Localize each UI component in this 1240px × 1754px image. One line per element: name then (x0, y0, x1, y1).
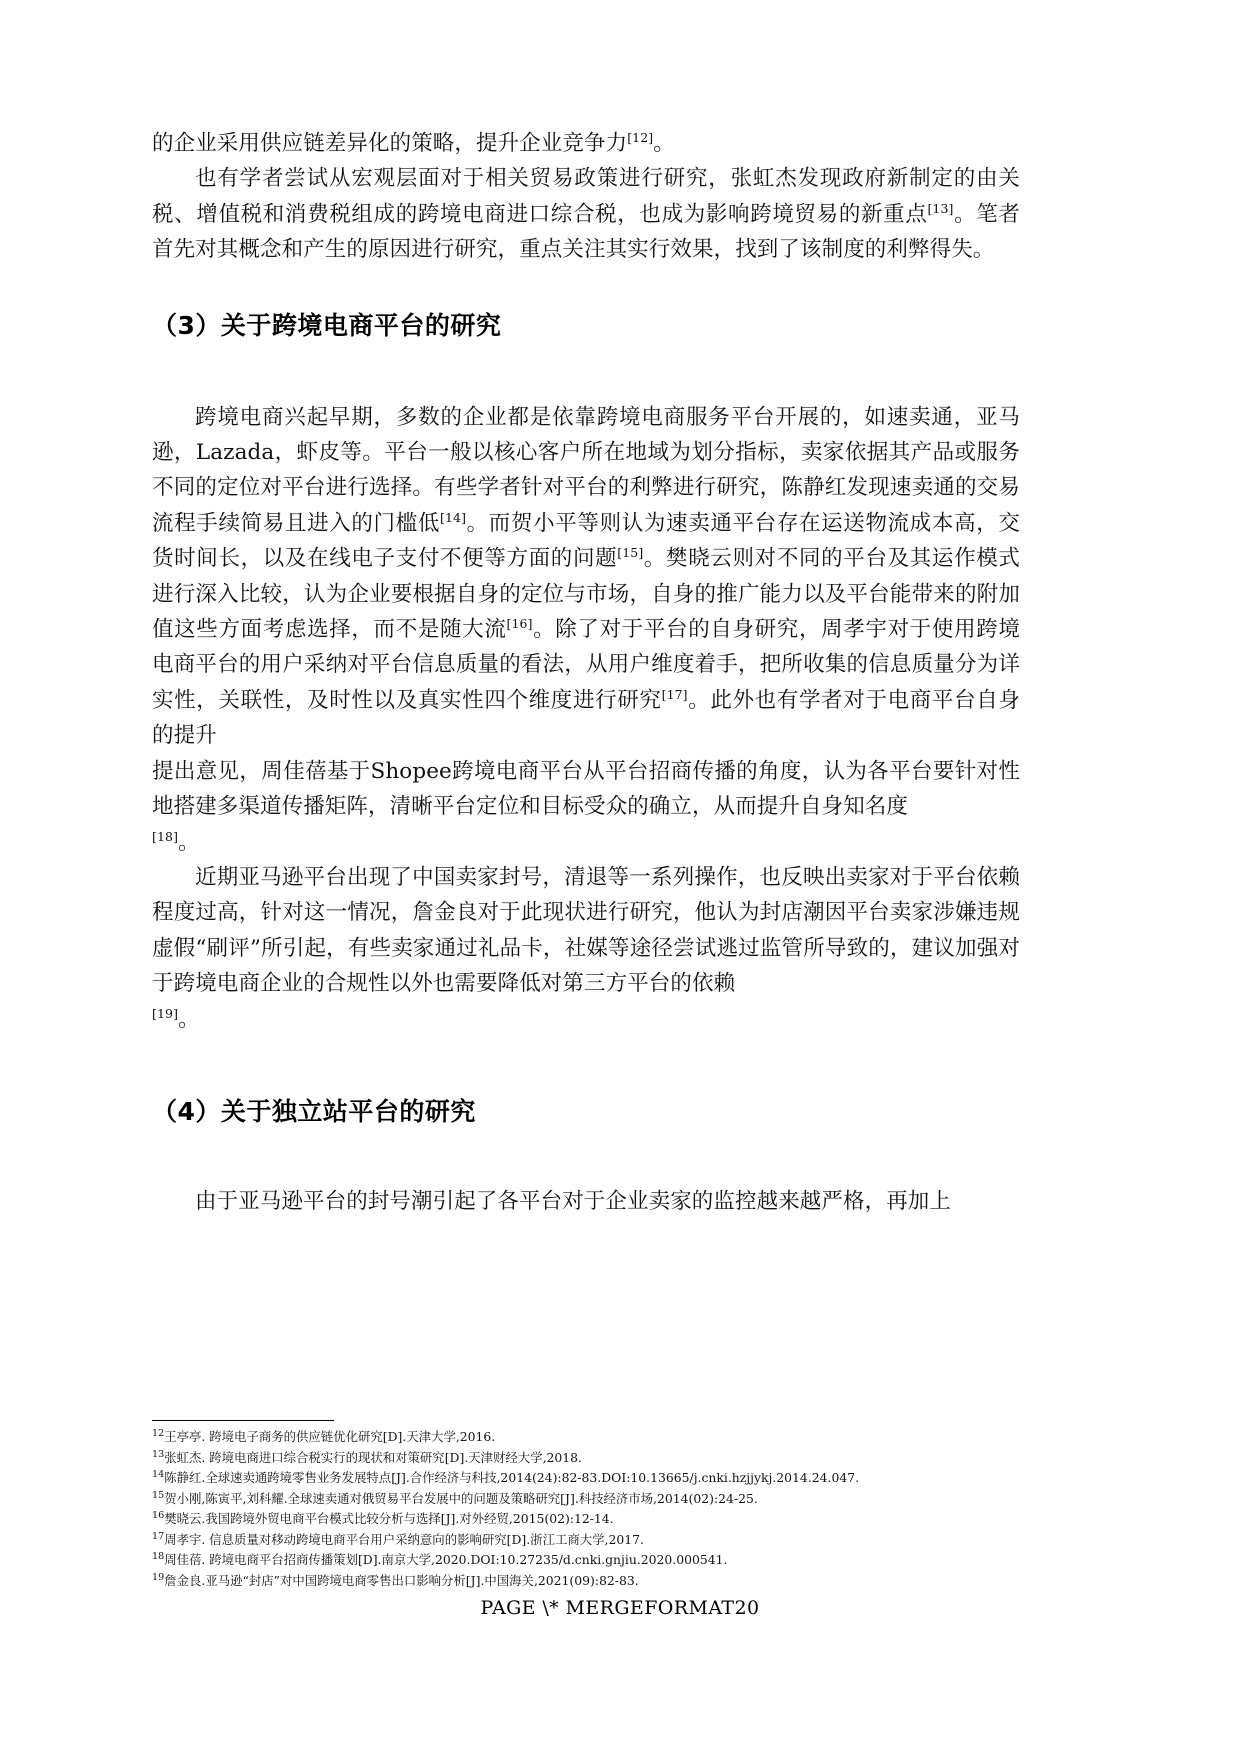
footnote-ref: [19] (152, 1005, 179, 1021)
page-content (152, 0, 1020, 1219)
footnote-number: 17 (152, 1530, 165, 1542)
footnote-text: 周佳蓓. 跨境电商平台招商传播策划[D].南京大学,2020.DOI:10.27235/d.cnki.gnjiu.2020.000541. (164, 1552, 728, 1567)
footnote-text: 张虹杰. 跨境电商进口综合税实行的现状和对策研究[D].天津财经大学,2018. (164, 1449, 582, 1465)
footnote-number: 16 (152, 1509, 165, 1521)
footnote-ref: [16] (506, 615, 533, 631)
footnote-item (152, 1489, 1092, 1510)
paragraph-2: 也有学者尝试从宏观层面对于相关贸易政策进行研究，张虹杰发现政府新制定的由关税、增值税和消费税组成的跨境电商进口综合税，也成为影响跨境贸易的新重点[13]。笔者首先对其概念和产生的原因进行研究，重点关注其实行效果，找到了该制度的利弊得失。 (152, 166, 1020, 263)
footnote-item (152, 1550, 1092, 1571)
spacer-after-heading-4 (152, 1129, 1020, 1184)
footnote-ref: [13] (927, 200, 954, 216)
page-number-field: PAGE \* MERGEFORMAT20 (480, 1597, 760, 1619)
footnote-ref: [17] (661, 686, 688, 702)
paragraph-1: 的企业采用供应链差异化的策略，提升企业竞争力[12]。 (152, 129, 675, 156)
section-heading-4: （4）关于独立站平台的研究 (152, 1096, 476, 1126)
section-heading-3: （3）关于跨境电商平台的研究 (152, 310, 502, 340)
footnote-ref: [12] (627, 129, 654, 145)
paragraph-3: 跨境电商兴起早期，多数的企业都是依靠跨境电商服务平台开展的，如速卖通，亚马逊，Lazada，虾皮等。平台一般以核心客户所在地域为划分指标，卖家依据其产品或服务不同的定位对平台进行选择。有些学者针对平台的利弊进行研究，陈静红发现速卖通的交易流程手续简易且进入的门槛低[14]。而贺小平等则认为速卖通平台存在运送物流成本高，交货时间长，以及在线电子支付不便等方面的问题[15]。樊晓云则对不同的平台及其运作模式进行深入比较，认为企业要根据自身的定位与市场，自身的推广能力以及平台能带来的附加值这些方面考虑选择，而不是随大流[16]。除了对于平台的自身研究，周孝宇对于使用跨境电商平台的用户采纳对平台信息质量的看法，从用户维度着手，把所收集的信息质量分为详实性，关联性，及时性以及真实性四个维度进行研究[17]。此外也有学者对于电商平台自身的提升 (152, 404, 1020, 749)
footnote-ref: [15] (617, 545, 644, 561)
footnote-text: 贺小刚,陈寅平,刘科耀.全球速卖通对俄贸易平台发展中的问题及策略研究[J].科技经济市场,2014(02):24-25. (164, 1490, 758, 1506)
paragraph-5: [18]。 (152, 828, 200, 855)
footnote-item (152, 1530, 1092, 1551)
footnote-item (152, 1571, 1092, 1592)
footnote-separator-rule (152, 1420, 334, 1421)
footnote-number: 18 (152, 1550, 165, 1562)
footnote-number: 14 (152, 1468, 165, 1480)
footnote-number: 15 (152, 1489, 165, 1501)
footnote-ref: [14] (440, 509, 467, 525)
footnote-number: 13 (152, 1448, 165, 1460)
footnote-item (152, 1448, 1092, 1469)
footnote-text: 詹金良.亚马逊“封店”对中国跨境电商零售出口影响分析[J].中国海关,2021(09):82-83. (164, 1572, 639, 1588)
spacer-before-heading-4 (152, 1037, 1020, 1095)
footnote-number: 12 (152, 1427, 165, 1439)
footnote-area (152, 1420, 1092, 1591)
spacer-before-heading-3 (152, 268, 1020, 309)
footnote-text: 周孝宇. 信息质量对移动跨境电商平台用户采纳意向的影响研究[D].浙江工商大学,2017. (164, 1531, 644, 1547)
footnote-item (152, 1468, 1092, 1489)
paragraph-4: 提出意见，周佳蓓基于Shopee跨境电商平台从平台招商传播的角度，认为各平台要针对性地搭建多渠道传播矩阵，清晰平台定位和目标受众的确立，从而提升自身知名度 (152, 758, 1020, 820)
footnote-text: 樊晓云.我国跨境外贸电商平台模式比较分析与选择[J].对外经贸,2015(02):12-14. (164, 1511, 614, 1526)
paragraph-8: 由于亚马逊平台的封号潮引起了各平台对于企业卖家的监控越来越严格，再加上 (195, 1188, 952, 1214)
footnote-item (152, 1427, 1092, 1448)
paragraph-7: [19]。 (152, 1005, 200, 1032)
top-spacer (152, 0, 1020, 126)
footnote-item (152, 1509, 1092, 1530)
footnote-list (152, 1427, 1092, 1591)
paragraph-6: 近期亚马逊平台出现了中国卖家封号，清退等一系列操作，也反映出卖家对于平台依赖程度过高，针对这一情况，詹金良对于此现状进行研究，他认为封店潮因平台卖家涉嫌违规虚假“刷评”所引起，有些卖家通过礼品卡，社媒等途径尝试逃过监管所导致的，建议加强对于跨境电商企业的合规性以外也需要降低对第三方平台的依赖 (152, 864, 1020, 997)
footnote-ref: [18] (152, 828, 179, 844)
footnote-text: 陈静红.全球速卖通跨境零售业务发展特点[J].合作经济与科技,2014(24):82-83.DOI:10.13665/j.cnki.hzjjykj.2014.24.047. (164, 1470, 860, 1485)
spacer-after-heading-3 (152, 343, 1020, 400)
footnote-text: 王亭亭. 跨境电子商务的供应链优化研究[D].天津大学,2016. (164, 1429, 496, 1444)
footnote-number: 19 (152, 1571, 165, 1583)
